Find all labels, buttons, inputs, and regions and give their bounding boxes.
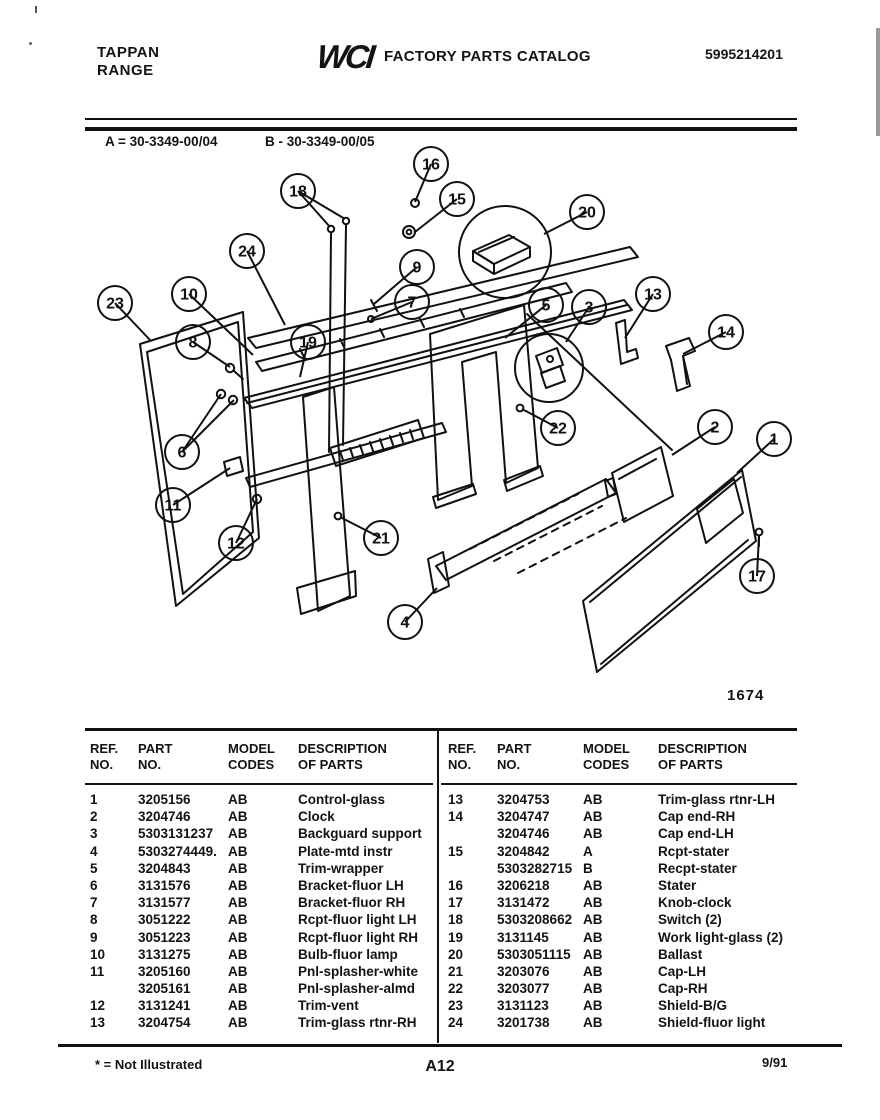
svg-text:13: 13 [644, 286, 662, 304]
catalog-title: FACTORY PARTS CATALOG [384, 48, 591, 65]
mounting-rods [328, 218, 349, 452]
cell-part: 3051222 [138, 912, 191, 928]
svg-text:14: 14 [717, 324, 735, 342]
cell-codes: AB [228, 860, 248, 876]
callout-23 [98, 286, 150, 340]
cell-part: 3204754 [138, 1015, 191, 1031]
svg-text:5: 5 [541, 297, 551, 315]
svg-text:23: 23 [106, 295, 124, 313]
cell-codes: AB [228, 809, 248, 825]
column-header-model: MODEL CODES [228, 741, 275, 772]
brand-line-1: TAPPAN [97, 44, 160, 61]
cell-desc: Knob-clock [658, 895, 732, 911]
cell-ref: 20 [448, 946, 464, 962]
part-cap-end [666, 338, 695, 391]
column-header-part: PART NO. [497, 741, 532, 772]
column-header-ref: REF. NO. [90, 741, 119, 772]
cell-ref: 1 [90, 792, 98, 807]
cell-part: 5303282715 [497, 860, 573, 876]
cell-desc: Shield-B/G [658, 998, 728, 1014]
cell-ref: 5 [90, 860, 98, 876]
callout-10 [172, 277, 253, 355]
model-a-label: A = 30-3349-00/04 [105, 134, 218, 149]
cell-codes: AB [583, 792, 603, 807]
svg-text:10: 10 [180, 286, 198, 304]
cell-desc: Bracket-fluor RH [298, 895, 406, 911]
model-b-label: B - 30-3349-00/05 [265, 134, 375, 149]
brand-line-2: RANGE [97, 62, 154, 79]
cell-ref: 10 [90, 946, 106, 962]
cell-desc: Rcpt-stater [658, 843, 730, 859]
cell-part: 5303208662 [497, 912, 573, 928]
cell-codes: B [583, 860, 593, 876]
table-row [90, 877, 430, 894]
table-row [448, 791, 793, 808]
small-fasteners [217, 199, 763, 546]
cell-codes: AB [228, 895, 248, 911]
svg-text:3: 3 [584, 299, 594, 317]
cell-codes: AB [228, 912, 248, 928]
cell-ref: 15 [448, 843, 464, 859]
cell-desc: Switch (2) [658, 912, 722, 928]
cell-part: 3203077 [497, 981, 550, 997]
cell-codes: AB [228, 1015, 248, 1031]
cell-desc: Shield-fluor light [658, 1015, 766, 1031]
table-row [448, 980, 793, 997]
table-row [448, 997, 793, 1014]
callout-13 [625, 277, 670, 338]
table-row [90, 825, 430, 842]
table-row [448, 860, 793, 877]
cell-desc: Cap-LH [658, 963, 706, 979]
table-row [90, 911, 430, 928]
cell-desc: Trim-glass rtnr-LH [658, 792, 776, 807]
svg-text:20: 20 [578, 204, 596, 222]
cell-desc: Stater [658, 877, 697, 893]
svg-text:9: 9 [412, 259, 422, 277]
parts-table-right [448, 791, 793, 1032]
table-row [90, 808, 430, 825]
cell-ref: 17 [448, 895, 464, 911]
table-row [90, 929, 430, 946]
cell-codes: AB [228, 981, 248, 997]
svg-text:12: 12 [227, 535, 245, 553]
cell-ref: 3 [90, 826, 98, 842]
table-row [90, 843, 430, 860]
detail-circle-ballast [459, 206, 551, 298]
cell-part: 3131577 [138, 895, 191, 911]
callout-1 [737, 422, 791, 473]
cell-desc: Plate-mtd instr [298, 843, 393, 859]
cell-part: 3131123 [497, 998, 549, 1014]
table-bottom-rule [58, 1044, 842, 1047]
cell-part: 3051223 [138, 929, 191, 945]
callout-2 [672, 410, 732, 455]
table-header-rule-left [85, 783, 433, 785]
cell-codes: AB [583, 929, 603, 945]
cell-codes: AB [583, 826, 603, 842]
cell-desc: Trim-glass rtnr-RH [298, 1015, 417, 1031]
callout-11 [156, 468, 230, 522]
table-row [90, 1014, 430, 1031]
cell-part: 3205156 [138, 792, 191, 807]
table-row [448, 825, 793, 842]
column-header-description: DESCRIPTION OF PARTS [658, 741, 747, 772]
cell-desc: Clock [298, 809, 335, 825]
cell-ref: 21 [448, 963, 464, 979]
cell-desc: Ballast [658, 946, 703, 962]
cell-ref: 19 [448, 929, 464, 945]
svg-text:7: 7 [407, 294, 417, 312]
cell-ref: 24 [448, 1015, 464, 1031]
cell-ref: 23 [448, 998, 464, 1014]
cell-part: 3204843 [138, 860, 191, 876]
cell-desc: Bracket-fluor LH [298, 877, 404, 893]
table-top-rule [85, 728, 797, 731]
cell-codes: AB [228, 929, 248, 945]
cell-ref: 9 [90, 929, 98, 945]
table-row [448, 808, 793, 825]
callout-20 [544, 195, 604, 234]
cell-ref: 6 [90, 877, 98, 893]
cell-codes: AB [583, 1015, 603, 1031]
part-clock [605, 447, 673, 522]
cell-codes: AB [228, 963, 248, 979]
cell-part: 3131241 [138, 998, 191, 1014]
cell-ref: 18 [448, 912, 464, 928]
part-control-glass [583, 470, 756, 672]
svg-text:2: 2 [710, 419, 720, 437]
cell-ref: 7 [90, 895, 98, 911]
cell-codes: A [583, 843, 593, 859]
svg-text:22: 22 [549, 420, 567, 438]
column-header-model: MODEL CODES [583, 741, 630, 772]
column-header-part: PART NO. [138, 741, 173, 772]
cell-desc: Trim-vent [298, 998, 359, 1014]
callout-16 [414, 147, 448, 202]
cell-desc: Backguard support [298, 826, 422, 842]
table-divider [437, 728, 439, 1043]
cell-ref: 13 [90, 1015, 106, 1031]
table-row [448, 843, 793, 860]
page-number: A12 [425, 1058, 455, 1075]
cell-codes: AB [583, 895, 603, 911]
table-row [448, 877, 793, 894]
column-header-ref: REF. NO. [448, 741, 477, 772]
cell-part: 3204746 [138, 809, 191, 825]
table-row [90, 980, 430, 997]
parts-table-left [90, 791, 430, 1032]
cell-desc: Rcpt-fluor light LH [298, 912, 417, 928]
table-row [448, 1014, 793, 1031]
cell-desc: Control-glass [298, 792, 386, 807]
svg-text:15: 15 [448, 191, 466, 209]
cell-part: 3131275 [138, 946, 191, 962]
table-row [448, 946, 793, 963]
callout-6 [165, 394, 234, 469]
figure-number: 1674 [727, 687, 765, 704]
cell-ref: 4 [90, 843, 98, 859]
cell-codes: AB [228, 998, 248, 1014]
svg-text:11: 11 [164, 497, 182, 515]
cell-codes: AB [228, 877, 248, 893]
cell-codes: AB [228, 826, 248, 842]
cell-part: 5303131237 [138, 826, 214, 842]
cell-codes: AB [228, 946, 248, 962]
cell-desc: Recpt-stater [658, 860, 737, 876]
svg-text:19: 19 [299, 334, 317, 352]
cell-ref: 22 [448, 981, 464, 997]
table-row [90, 791, 430, 808]
cell-codes: AB [583, 981, 603, 997]
scan-artifact [35, 6, 37, 13]
cell-part: 3204747 [497, 809, 550, 825]
table-row [90, 946, 430, 963]
cell-part: 3131472 [497, 895, 550, 911]
part-bracket-bg [616, 320, 638, 364]
trim-vent-strip [246, 423, 446, 487]
table-row [90, 860, 430, 877]
svg-text:18: 18 [289, 183, 307, 201]
cell-desc: Cap end-LH [658, 826, 734, 842]
revision-date: 9/91 [762, 1055, 788, 1070]
callout-24 [230, 234, 285, 325]
table-row [448, 963, 793, 980]
cell-desc: Bulb-fluor lamp [298, 946, 398, 962]
cell-part: 3205161 [138, 981, 191, 997]
cell-part: 3203076 [497, 963, 550, 979]
table-row [90, 963, 430, 980]
svg-text:17: 17 [748, 568, 766, 586]
cell-codes: AB [228, 843, 248, 859]
cell-ref [90, 980, 138, 997]
cell-ref: 2 [90, 809, 98, 825]
svg-text:21: 21 [372, 530, 390, 548]
cell-part: 3205160 [138, 963, 191, 979]
scan-artifact [29, 42, 32, 45]
cell-ref: 13 [448, 792, 464, 807]
cell-part: 3206218 [497, 877, 550, 893]
cell-part: 3201738 [497, 1015, 550, 1031]
callout-4 [388, 588, 437, 639]
cell-part: 3204753 [497, 792, 550, 807]
document-number: 5995214201 [705, 46, 783, 62]
svg-text:1: 1 [769, 431, 779, 449]
cell-desc: Cap end-RH [658, 809, 736, 825]
table-row [448, 894, 793, 911]
scan-edge-artifact [876, 28, 880, 136]
cell-desc: Rcpt-fluor light RH [298, 929, 418, 945]
cell-desc: Pnl-splasher-almd [298, 981, 416, 997]
cell-codes: AB [583, 912, 603, 928]
cell-ref: 16 [448, 877, 464, 893]
table-row [448, 911, 793, 928]
svg-text:16: 16 [422, 156, 440, 174]
svg-text:8: 8 [188, 334, 198, 352]
cell-part: 5303274449. [138, 843, 217, 859]
cell-codes: AB [583, 963, 603, 979]
callout-14 [683, 315, 743, 354]
svg-text:4: 4 [400, 614, 410, 632]
wci-logo: WCI [315, 38, 375, 75]
not-illustrated-note: * = Not Illustrated [95, 1057, 203, 1072]
cell-codes: AB [583, 809, 603, 825]
cell-ref: 11 [90, 963, 105, 979]
cell-part: 5303051115 [497, 946, 571, 962]
cell-desc: Pnl-splasher-white [298, 963, 419, 979]
cell-ref: 14 [448, 809, 464, 825]
callout-3 [566, 290, 606, 342]
svg-text:24: 24 [238, 243, 256, 261]
table-row [90, 894, 430, 911]
cell-codes: AB [583, 998, 603, 1014]
cell-codes: AB [583, 877, 603, 893]
cell-codes: AB [583, 946, 603, 962]
callout-15 [415, 182, 474, 232]
callout-22 [522, 409, 575, 445]
cell-part: 3131576 [138, 877, 191, 893]
cell-desc: Work light-glass (2) [658, 929, 784, 945]
column-header-description: DESCRIPTION OF PARTS [298, 741, 387, 772]
cell-desc: Cap-RH [658, 981, 708, 997]
table-row [448, 929, 793, 946]
table-row [90, 997, 430, 1014]
cell-codes: AB [228, 792, 248, 807]
trim-wrapper [428, 479, 626, 593]
cell-ref: 12 [90, 998, 106, 1014]
callout-21 [340, 517, 398, 555]
cell-part: 3131145 [497, 929, 549, 945]
cell-part: 3204842 [497, 843, 550, 859]
cell-ref: 8 [90, 912, 98, 928]
center-bracket [297, 387, 356, 614]
cell-desc: Trim-wrapper [298, 860, 384, 876]
backguard-support-frame [430, 305, 672, 508]
callout-18 [281, 174, 345, 227]
detail-circle-switch [515, 334, 583, 402]
table-header-rule-right [441, 783, 797, 785]
cell-ref [448, 860, 497, 877]
cell-part: 3204746 [497, 826, 550, 842]
svg-text:6: 6 [177, 444, 187, 462]
cell-ref [448, 825, 497, 842]
